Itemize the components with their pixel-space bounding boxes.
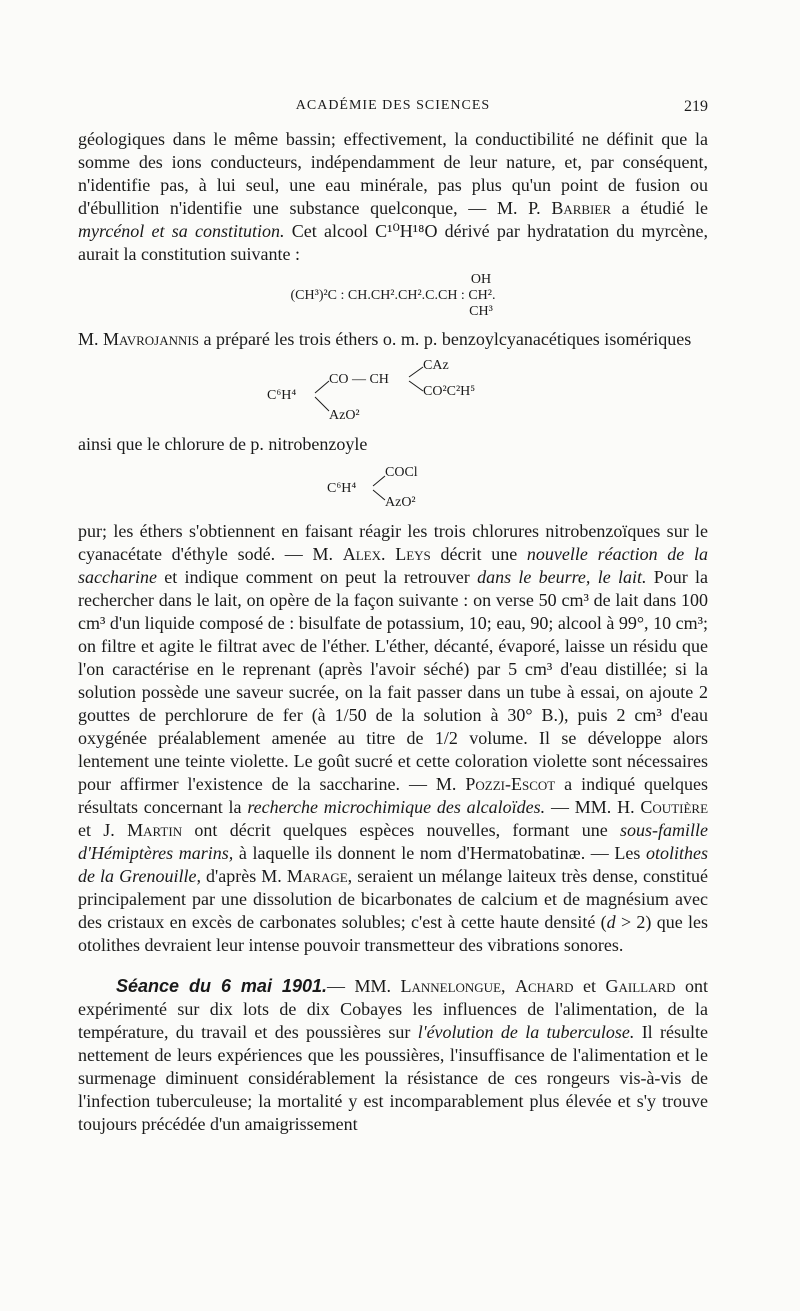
paragraph-5 <box>78 975 708 1136</box>
formula-c6h4: C⁶H⁴ <box>327 481 357 496</box>
text-run: géologiques dans le même bassin; effectivement, la conductibilité ne définit que la somme des ions conducteurs, indépendamment de leur nature, et, par conséquent, n'identifie pas, à lui seul, une eau minérale, pas plus qu'un point de fusion ou d'ébullition n'identifie une substance quelconque, — M. P. <box>78 129 708 218</box>
italic-title: dans le beurre, le lait. <box>477 567 647 587</box>
body-text <box>78 128 708 1136</box>
paragraph-1 <box>78 128 708 266</box>
italic-title: nouvelle réaction de la saccharine <box>78 544 709 587</box>
text-run: — MM. <box>326 976 401 996</box>
text-run: Pour la rechercher dans le lait, on opère de la façon suivante : on verse 50 cm³ de lait dans 100 cm³ d'un liquide composé de : bisulfate de potassium, 10; eau, 90; alcool à 99°, 10 cm³; on filtre et agite le filtrat avec de l'éther. L'éther, décanté, évaporé, laisse un résidu que l'on caractérise en le reprenant (après l'avoir séché) par 5 cm³ d'eau distillée; si la solution possède une saveur sucrée, on la fait passer dans un tube à essai, on ajoute 2 gouttes de perchlorure de fer (à 1/50 de la solution à 30° B.), puis 2 cm³ d'eau oxygénée préalablement amenée au titre de 1/2 volume. Il se développe alors lentement une teinte violette. Le goût sucré et cette coloration violette sont nécessaires pour affirmer l'existence de la saccharine. — M. <box>78 567 709 794</box>
paragraph-2 <box>78 328 708 351</box>
italic-title: sous-famille d'Hémiptères marins, <box>78 820 708 863</box>
page-number: 219 <box>684 98 708 115</box>
running-title: ACADÉMIE DES SCIENCES <box>295 98 491 113</box>
text-run: et J. <box>78 820 128 840</box>
author-name: Marage <box>286 866 348 886</box>
formula-top: OH <box>470 272 492 287</box>
formula-bottom: CH³ <box>469 304 493 319</box>
author-name: Barbier <box>551 198 611 218</box>
author-name: Lannelongue <box>400 976 502 996</box>
formula-myrcenol <box>78 272 708 320</box>
formula-main: (CH³)²C : CH.CH².CH².C.CH : CH². <box>290 288 496 303</box>
text-run: ont décrit quelques espèces nouvelles, formant une <box>182 820 620 840</box>
text-run: Il résulte nettement de leurs expériences que les poussières, l'insuffisance de l'alimentation et le surmenage diminuent considérablement la résistance de ces rongeurs vis-à-vis de l'infection tuberculeuse; la mortalité y est incomparablement plus élevée et s'y trouve toujours précédée d'un amaigrissement <box>78 1022 708 1134</box>
author-name: Gaillard <box>605 976 676 996</box>
text-run: , <box>501 976 515 996</box>
italic-title: otolithes de la Grenouille, <box>78 843 708 886</box>
formula-c6h4: C⁶H⁴ <box>267 388 297 403</box>
formula-nitrobenzoyl-chloride <box>323 460 463 516</box>
author-name: Achard <box>515 976 574 996</box>
author-name: Mavrojannis <box>103 329 199 349</box>
author-name: Pozzi-Escot <box>465 774 556 794</box>
text-run: ont expérimenté sur dix lots de dix Cobayes les influences de l'alimentation, de la température, du travail et des poussières sur <box>78 976 709 1042</box>
text-run: pur; les éthers s'obtiennent en faisant réagir les trois chlorures nitrobenzoïques sur le cyanacétate d'éthyle sodé. — M. <box>78 521 708 564</box>
author-name: Martin <box>127 820 183 840</box>
paragraph-4 <box>78 520 708 957</box>
text-run: décrit une <box>430 544 527 564</box>
author-name: Alex. Leys <box>342 544 431 564</box>
formula-cocl: COCl <box>385 465 418 480</box>
italic-title: l'évolution de la tuberculose. <box>417 1022 635 1042</box>
formula-caz: CAz <box>423 358 449 373</box>
author-name: Coutière <box>640 797 709 817</box>
text-run: a indiqué quelques résultats concernant la <box>78 774 709 817</box>
formula-co2c2h5: CO²C²H⁵ <box>423 384 476 399</box>
page-header <box>78 98 708 122</box>
text-run: > 2) que les otolithes devraient leur intense pouvoir transmetteur des vibrations sonores. <box>78 912 708 955</box>
formula-azo2: AzO² <box>385 495 416 510</box>
text-run: à laquelle ils donnent le nom d'Hermatobatinæ. — Les <box>233 843 646 863</box>
text-run: a étudié le <box>611 198 708 218</box>
text-run: a préparé les trois éthers o. m. p. benzoylcyanacétiques isomériques <box>198 329 692 349</box>
text-run: et indique comment on peut la retrouver <box>156 567 478 587</box>
formula-benzoylcyanacetic <box>263 355 523 429</box>
text-run: Cet alcool C¹⁰H¹⁸O dérivé par hydratation du myrcène, aurait la constitution suivante : <box>78 221 708 264</box>
italic-title: myrcénol et sa constitution. <box>78 221 285 241</box>
seance-heading: Séance du 6 mai 1901. <box>115 976 327 996</box>
text-run: d'après M. <box>200 866 287 886</box>
paragraph-3 <box>78 433 708 456</box>
italic-title: recherche microchimique des alcaloïdes. <box>247 797 546 817</box>
italic-variable: d <box>606 912 616 932</box>
text-run: — MM. H. <box>545 797 641 817</box>
formula-azo2: AzO² <box>329 408 360 423</box>
text-run: ainsi que le chlorure de p. nitrobenzoyle <box>78 434 368 454</box>
text-run: et <box>573 976 606 996</box>
text-run: M. <box>78 329 104 349</box>
text-run: , seraient un mélange laiteux très dense, constitué principalement par une dissolution de bicarbonates de calcium et de magnésium avec des cristaux en excès de carbonates solubles; c'est à cette haute densité ( <box>78 866 708 932</box>
formula-co-ch: CO — CH <box>329 372 389 387</box>
